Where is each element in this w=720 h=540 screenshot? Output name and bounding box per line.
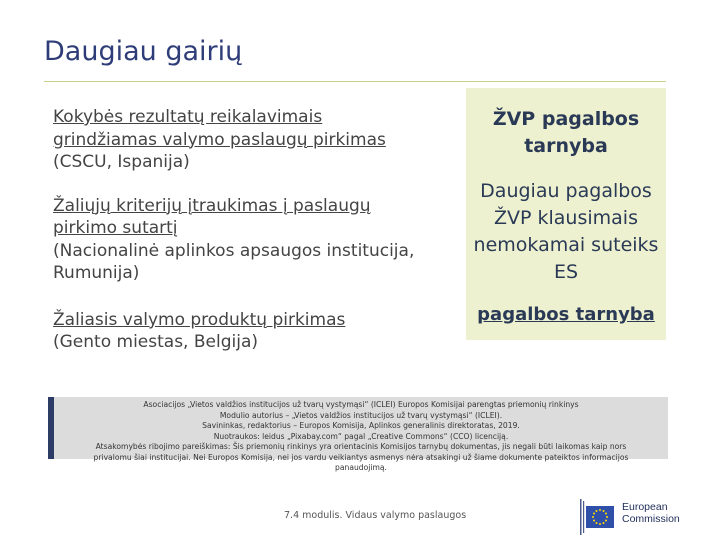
logo-line-2: Commission <box>622 513 680 525</box>
footer-text: 7.4 modulis. Vidaus valymo paslaugos <box>284 510 467 521</box>
guidance-link-1[interactable] <box>53 107 386 150</box>
disclaimer-line: panaudojimą. <box>335 463 387 472</box>
eu-flag-icon <box>586 506 614 528</box>
guidance-list <box>53 106 433 354</box>
link-line: pirkimo sutartį <box>53 218 178 238</box>
helpdesk-box <box>466 88 666 340</box>
link-line: grindžiamas valymo paslaugų pirkimas <box>53 129 386 150</box>
item-source: (CSCU, Ispanija) <box>53 152 190 172</box>
logo-line-1: European <box>622 501 668 513</box>
guidance-link-2[interactable] <box>53 196 371 239</box>
disclaimer-line: Modulio autorius – „Vietos valdžios institucijos už tvarų vystymąsi“ (ICLEI). <box>219 410 503 420</box>
link-line: Kokybės rezultatų reikalavimais <box>53 107 323 127</box>
list-item <box>53 309 433 354</box>
guidance-link-3[interactable]: Žaliasis valymo produktų pirkimas <box>53 309 346 330</box>
helpdesk-text: Daugiau pagalbos ŽVP klausimais nemokamai suteiks ES <box>473 180 659 283</box>
page-title: Daugiau gairių <box>44 36 243 67</box>
list-item <box>53 195 433 285</box>
disclaimer-line: Nuotraukos: leidus „Pixabay.com“ pagal „Creative Commons“ (CCO) licenciją. <box>213 431 509 441</box>
helpdesk-heading: ŽVP pagalbos tarnyba <box>492 108 640 157</box>
disclaimer-line: Atsakomybės ribojimo pareiškimas: Šis priemonių rinkinys yra orientacinis Komisijos tarnybų dokumentas, jis negali būti laikomas kaip nors <box>95 442 627 451</box>
list-item <box>53 106 433 174</box>
title-divider <box>44 81 666 82</box>
helpdesk-link[interactable]: pagalbos tarnyba <box>477 304 655 325</box>
disclaimer-box <box>48 397 668 472</box>
disclaimer-line: Savininkas, redaktorius – Europos Komisija, Aplinkos generalinis direktoratas, 2019. <box>202 421 520 430</box>
european-commission-logo <box>578 497 698 535</box>
item-source: (Gento miestas, Belgija) <box>53 332 258 352</box>
disclaimer-line: Asociacijos „Vietos valdžios institucijos už tvarų vystymąsi“ (ICLEI) Europos Komisijai parengtas priemonių rinkinys <box>143 400 579 409</box>
link-line: Žaliųjų kriterijų įtraukimas į paslaugų <box>53 195 371 216</box>
item-source: (Nacionalinė aplinkos apsaugos institucija, Rumunija) <box>53 240 415 283</box>
disclaimer-line: privalomu šiai institucijai. Nei Europos Komisija, nei jos vardu veikiantys asmenys nėra atsakingi už šiame dokumente pateiktos informacijos <box>93 452 629 462</box>
